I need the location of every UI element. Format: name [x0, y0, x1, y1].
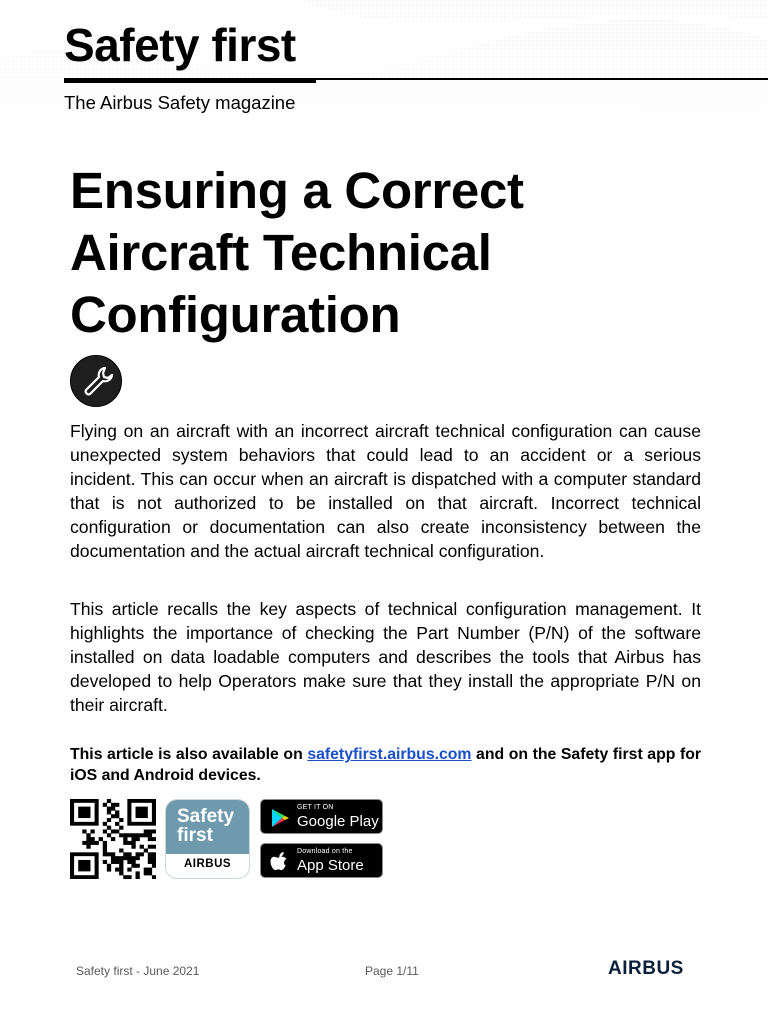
app-store-small-label: Download on the: [297, 848, 353, 855]
magazine-subtitle: The Airbus Safety magazine: [64, 92, 296, 113]
header-rule-thick: [64, 78, 316, 83]
availability-note: [70, 745, 701, 786]
safety-first-app-badge[interactable]: [165, 799, 250, 879]
google-play-button[interactable]: [260, 799, 383, 834]
app-store-button[interactable]: [260, 843, 383, 878]
article-title: Ensuring a Correct Aircraft Technical Configuration: [70, 162, 524, 343]
app-title-line2: first: [177, 825, 213, 846]
google-play-small-label: GET IT ON: [297, 804, 334, 811]
qr-code: [70, 799, 156, 879]
airbus-logo: AIRBUS: [608, 958, 684, 979]
intro-paragraph: Flying on an aircraft with an incorrect aircraft technical configuration can cause unexpected system behaviors that could lead to an accident or a serious incident. This can occur when an aircraft is dispatched with a computer standard that is not authorized to be installed on that aircraft. Incorrect technical configuration or documentation can also create inconsistency between the documentation and the actual aircraft technical configuration.: [70, 421, 701, 561]
safetyfirst-link[interactable]: safetyfirst.airbus.com: [307, 746, 472, 763]
footer-issue: Safety first - June 2021: [76, 964, 200, 978]
footer-page-number: Page 1/11: [365, 964, 419, 978]
availability-prefix: This article is also available on: [70, 746, 308, 763]
wrench-icon: [70, 355, 122, 407]
magazine-title: Safety first: [64, 19, 296, 71]
app-title-line1: Safety: [177, 806, 235, 827]
apple-icon: [269, 851, 291, 873]
google-play-label: Google Play: [297, 813, 379, 830]
google-play-icon: [269, 807, 291, 829]
availability-suffix: and on the Safety first app for iOS and Android devices.: [70, 746, 701, 784]
summary-paragraph: This article recalls the key aspects of technical configuration management. It highlights the importance of checking the Part Number (P/N) of the software installed on data loadable computers and describes the tools that Airbus has developed to help Operators make sure that they install the appropriate P/N on their aircraft.: [70, 599, 701, 715]
app-store-label: App Store: [297, 857, 364, 874]
app-brand: AIRBUS: [183, 858, 232, 870]
header-rule-thin: [316, 78, 768, 80]
